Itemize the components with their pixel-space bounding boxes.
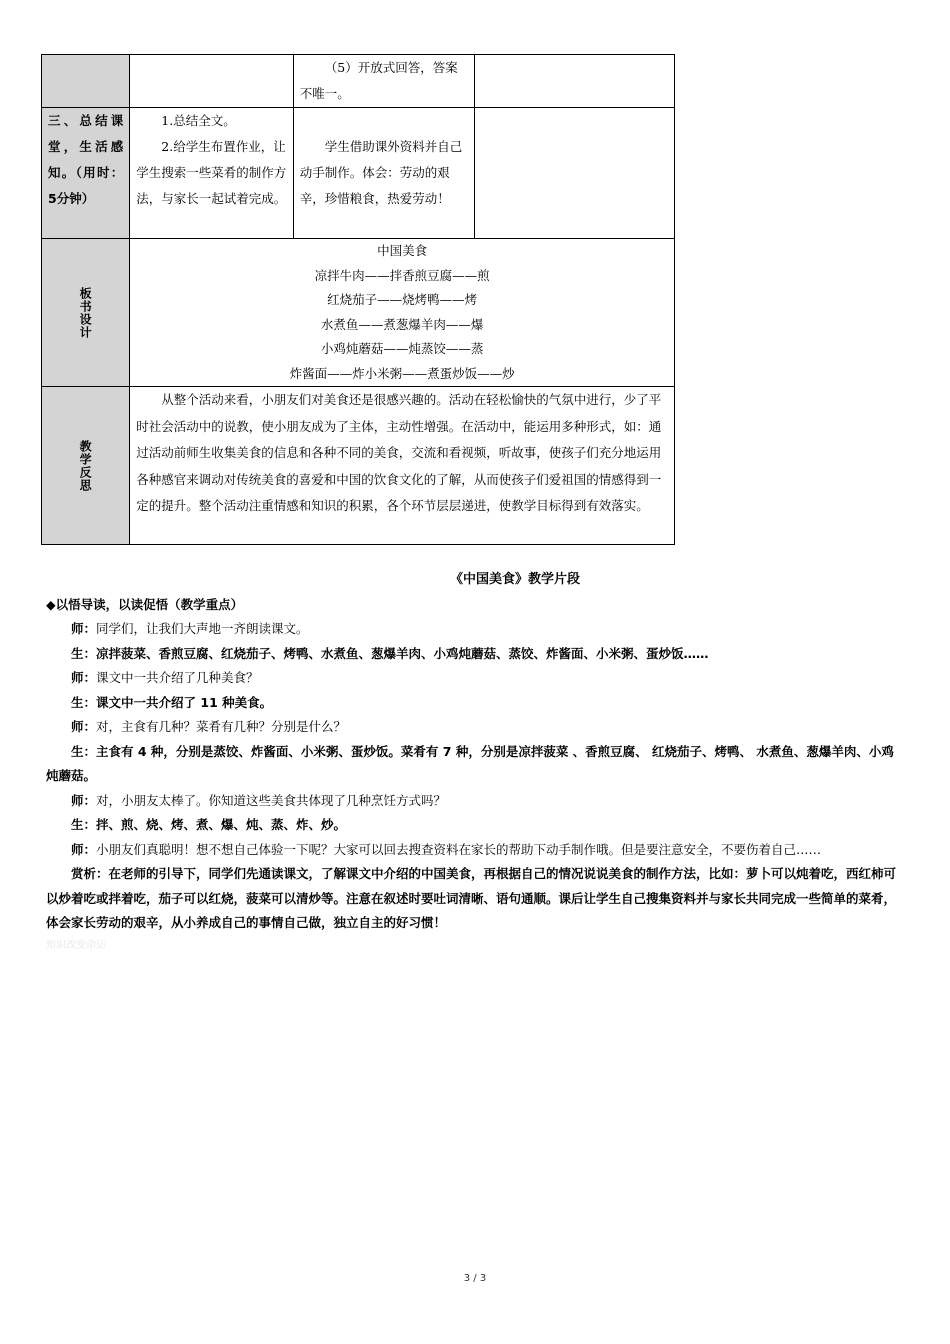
reflection-label-cell	[42, 387, 130, 545]
speaker: 师：	[71, 792, 97, 808]
utterance: 课文中一共介绍了几种美食？	[96, 670, 259, 685]
table-row	[42, 239, 675, 387]
speaker: 师：	[71, 841, 97, 857]
utterance: 小朋友们真聪明！想不想自己体验一下呢？大家可以回去搜查资料在家长的帮助下动手制作哦。但是要注意安全，不要伤着自己……	[96, 841, 822, 857]
utterance: 对，主食有几种？菜肴有几种？分别是什么？	[96, 719, 347, 734]
student-activity	[293, 108, 475, 239]
board-line: 凉拌牛肉——拌香煎豆腐——煎	[314, 267, 490, 283]
teacher-item: 2.给学生布置作业，让学生搜索一些菜肴的制作方法，与家长一起试着完成。	[136, 139, 287, 206]
notes-cell	[475, 55, 675, 108]
watermark: 知识改变命运	[46, 939, 106, 951]
board-line: 水煮鱼——煮葱爆羊肉——爆	[320, 316, 484, 332]
speaker: 生：	[71, 694, 97, 710]
page-number: 3 / 3	[463, 1273, 487, 1284]
table-row	[42, 108, 675, 239]
dialogue-line	[46, 617, 904, 642]
student-cell	[293, 55, 475, 108]
speaker: 生：	[71, 645, 97, 661]
speaker: 师：	[71, 621, 97, 636]
excerpt-title: 《中国美食》教学片段	[449, 572, 580, 587]
dialogue-line	[46, 642, 904, 667]
speaker: 生：	[71, 817, 97, 832]
commentary-text: 在老师的引导下，同学们先通读课文，了解课文中介绍的中国美食，再根据自己的情况说说美食的制作方法，比如：萝卜可以炖着吃，西红柿可以炒着吃或拌着吃，茄子可以红烧，菠菜可以清炒等。注意在叙述时要吐词清晰、语句通顺。课后让学生自己搜集资料并与家长共同完成一些简单的菜肴，体会家长劳动的艰辛，从小养成自己的事情自己做，独立自主的好习惯！	[46, 866, 897, 930]
stage-cell	[42, 55, 130, 108]
dialogue-line	[46, 813, 904, 838]
board-line: 红烧茄子——烧烤鸭——烤	[327, 292, 478, 307]
reflection-text: 从整个活动来看，小朋友们对美食还是很感兴趣的。活动在轻松愉快的气氛中进行，少了平时社会活动中的说教，使小朋友成为了主体，主动性增强。在活动中，能运用多种形式，如：通过活动前师生收集美食的信息和各种不同的美食，交流和看视频，听故事，使孩子们充分地运用各种感官来调动对传统美食的喜爱和中国的饮食文化的了解，从而使孩子们爱祖国的情感得到一定的提升。整个活动注重情感和知识的积累，各个环节层层递进，使教学目标得到有效落实。	[130, 387, 675, 545]
board-line: 小鸡炖蘑菇——炖蒸饺——蒸	[320, 341, 484, 356]
teacher-activity	[130, 108, 294, 239]
dialogue-line	[46, 740, 904, 789]
dialogue-line	[46, 691, 904, 716]
board-line: 炸酱面——炸小米粥——煮蛋炒饭——炒	[289, 365, 515, 381]
dialogue-line	[46, 838, 904, 863]
utterance: 同学们，让我们大声地一齐朗读课文。	[96, 621, 309, 636]
stage-title: 三、总结课堂，生活感知。（用时：5分钟）	[42, 108, 130, 239]
board-line: 中国美食	[377, 243, 428, 258]
dialogue-line	[46, 789, 904, 814]
speaker: 师：	[71, 670, 97, 685]
lesson-plan-table	[41, 54, 675, 545]
reflection-label: 教学反思	[78, 439, 93, 492]
commentary	[46, 862, 904, 936]
utterance: 主食有 4 种，分别是蒸饺、炸酱面、小米粥、蛋炒饭。菜肴有 7 种，分别是凉拌菠菜 、香煎豆腐、 红烧茄子、烤鸭、 水煮鱼、葱爆羊肉、小鸡炖蘑菇。	[46, 743, 894, 783]
teacher-cell	[130, 55, 294, 108]
teaching-excerpt	[46, 568, 904, 954]
dialogue-line	[46, 715, 904, 740]
commentary-label: 赏析：	[71, 866, 109, 881]
table-row	[42, 55, 675, 108]
dialogue-line	[46, 666, 904, 691]
utterance: 对，小朋友太棒了。你知道这些美食共体现了几种烹饪方式吗？	[96, 792, 447, 808]
utterance: 课文中一共介绍了 11 种美食。	[96, 694, 273, 710]
speaker: 师：	[71, 719, 97, 734]
board-design	[130, 239, 675, 387]
utterance: 凉拌菠菜、香煎豆腐、红烧茄子、烤鸭、水煮鱼、葱爆羊肉、小鸡炖蘑菇、蒸饺、炸酱面、小米粥、蛋炒饭……	[96, 645, 709, 661]
board-label-cell	[42, 239, 130, 387]
student-item: 学生借助课外资料并自己动手制作。体会：劳动的艰辛，珍惜粮食，热爱劳动！	[299, 139, 463, 206]
excerpt-heading: ◆以悟导读，以读促悟（教学重点）	[46, 596, 244, 612]
table-row	[42, 387, 675, 545]
answer-line: （5）开放式回答，答案	[324, 60, 458, 75]
notes-cell	[475, 108, 675, 239]
utterance: 拌、煎、烧、烤、煮、爆、炖、蒸、炸、炒。	[96, 817, 347, 832]
teacher-item: 1.总结全文。	[161, 113, 236, 128]
answer-line: 不唯一。	[299, 86, 350, 101]
speaker: 生：	[71, 743, 97, 759]
board-design-label: 板书设计	[78, 286, 93, 339]
